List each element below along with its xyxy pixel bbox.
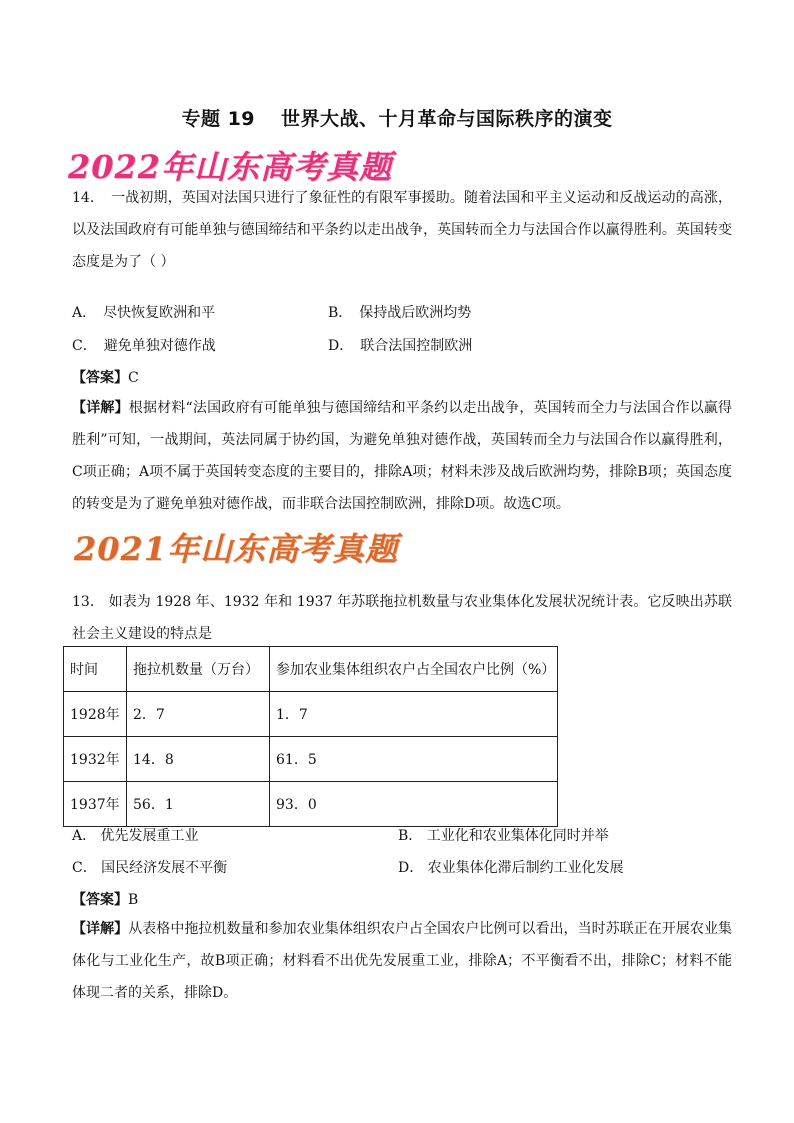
table-cell: 56．1 <box>127 782 270 827</box>
title-main: 世界大战、十月革命与国际秩序的演变 <box>281 108 613 130</box>
q13-detail-text: 从表格中拖拉机数量和参加农业集体组织农户占全国农户比例可以看出，当时苏联正在开展农业集体化与工业化生产，故B项正确；材料看不出优先发展重工业，排除A；不平衡看不出，排除C；材料不能体现二者的关系，排除D。 <box>72 921 733 1001</box>
table-row <box>64 782 558 827</box>
q14-stem: 14． 一战初期，英国对法国只进行了象征性的有限军事援助。随着法国和平主义运动和反战运动的高涨，以及法国政府有可能单独与德国缔结和平条约以走出战争，英国转而全力与法国合作以赢得胜利。英国转变态度是为了（ ） <box>72 190 732 270</box>
table-header-cell: 拖拉机数量（万台） <box>127 647 270 692</box>
table-cell: 93．0 <box>270 782 558 827</box>
q13-answer <box>72 890 138 910</box>
q13-option-b: B． 工业化和农业集体化同时并举 <box>398 828 609 844</box>
title-prefix: 专题 19 <box>181 108 256 130</box>
table-row <box>64 692 558 737</box>
page-title <box>0 104 794 131</box>
q14-option-b: B． 保持战后欧洲均势 <box>328 305 472 321</box>
table-cell: 1928年 <box>64 692 127 737</box>
table-cell: 14．8 <box>127 737 270 782</box>
q14-answer-value: C <box>128 370 139 386</box>
table-cell: 61．5 <box>270 737 558 782</box>
q14-answer <box>72 368 139 388</box>
data-table <box>63 646 558 827</box>
table-header-cell: 参加农业集体组织农户占全国农户比例（%） <box>270 647 558 692</box>
q14-detail-text: 根据材料“法国政府有可能单独与德国缔结和平条约以走出战争，英国转而全力与法国合作以赢得胜利”可知，一战期间，英法同属于协约国，为避免单独对德作战，英国转而全力与法国合作以赢得胜利，C项正确；A项不属于英国转变态度的主要目的，排除A项；材料未涉及战后欧洲均势，排除B项；英国态度的转变是为了避免单独对德作战，而非联合法国控制欧洲，排除D项。故选C项。 <box>72 400 733 512</box>
q13-option-a: A． 优先发展重工业 <box>72 828 199 844</box>
table-header-cell: 时间 <box>64 647 127 692</box>
table-cell: 1932年 <box>64 737 127 782</box>
q13-option-c: C． 国民经济发展不平衡 <box>72 860 228 876</box>
q14-answer-label: 【答案】 <box>72 370 128 386</box>
q14-option-a: A． 尽快恢复欧洲和平 <box>72 305 216 321</box>
table-row <box>64 737 558 782</box>
q14-detail <box>72 392 732 520</box>
table-cell: 1937年 <box>64 782 127 827</box>
q13-option-d: D． 农业集体化滞后制约工业化发展 <box>398 860 624 876</box>
q14-option-c: C． 避免单独对德作战 <box>72 338 216 354</box>
q13-detail <box>72 913 732 1009</box>
q13-stem: 13． 如表为 1928 年、1932 年和 1937 年苏联拖拉机数量与农业集体化发展状况统计表。它反映出苏联社会主义建设的特点是 <box>72 594 732 642</box>
q13-detail-label: 【详解】 <box>72 921 129 937</box>
q13-answer-label: 【答案】 <box>72 892 128 908</box>
table-cell: 1．7 <box>270 692 558 737</box>
table-header-row <box>64 647 558 692</box>
q14-option-d: D． 联合法国控制欧洲 <box>328 338 473 354</box>
table-cell: 2．7 <box>127 692 270 737</box>
banner-2021: 2021年山东高考真题 <box>74 530 399 568</box>
q14-detail-label: 【详解】 <box>72 400 129 416</box>
banner-2022: 2022年山东高考真题 <box>68 148 393 186</box>
q13-answer-value: B <box>128 892 139 908</box>
